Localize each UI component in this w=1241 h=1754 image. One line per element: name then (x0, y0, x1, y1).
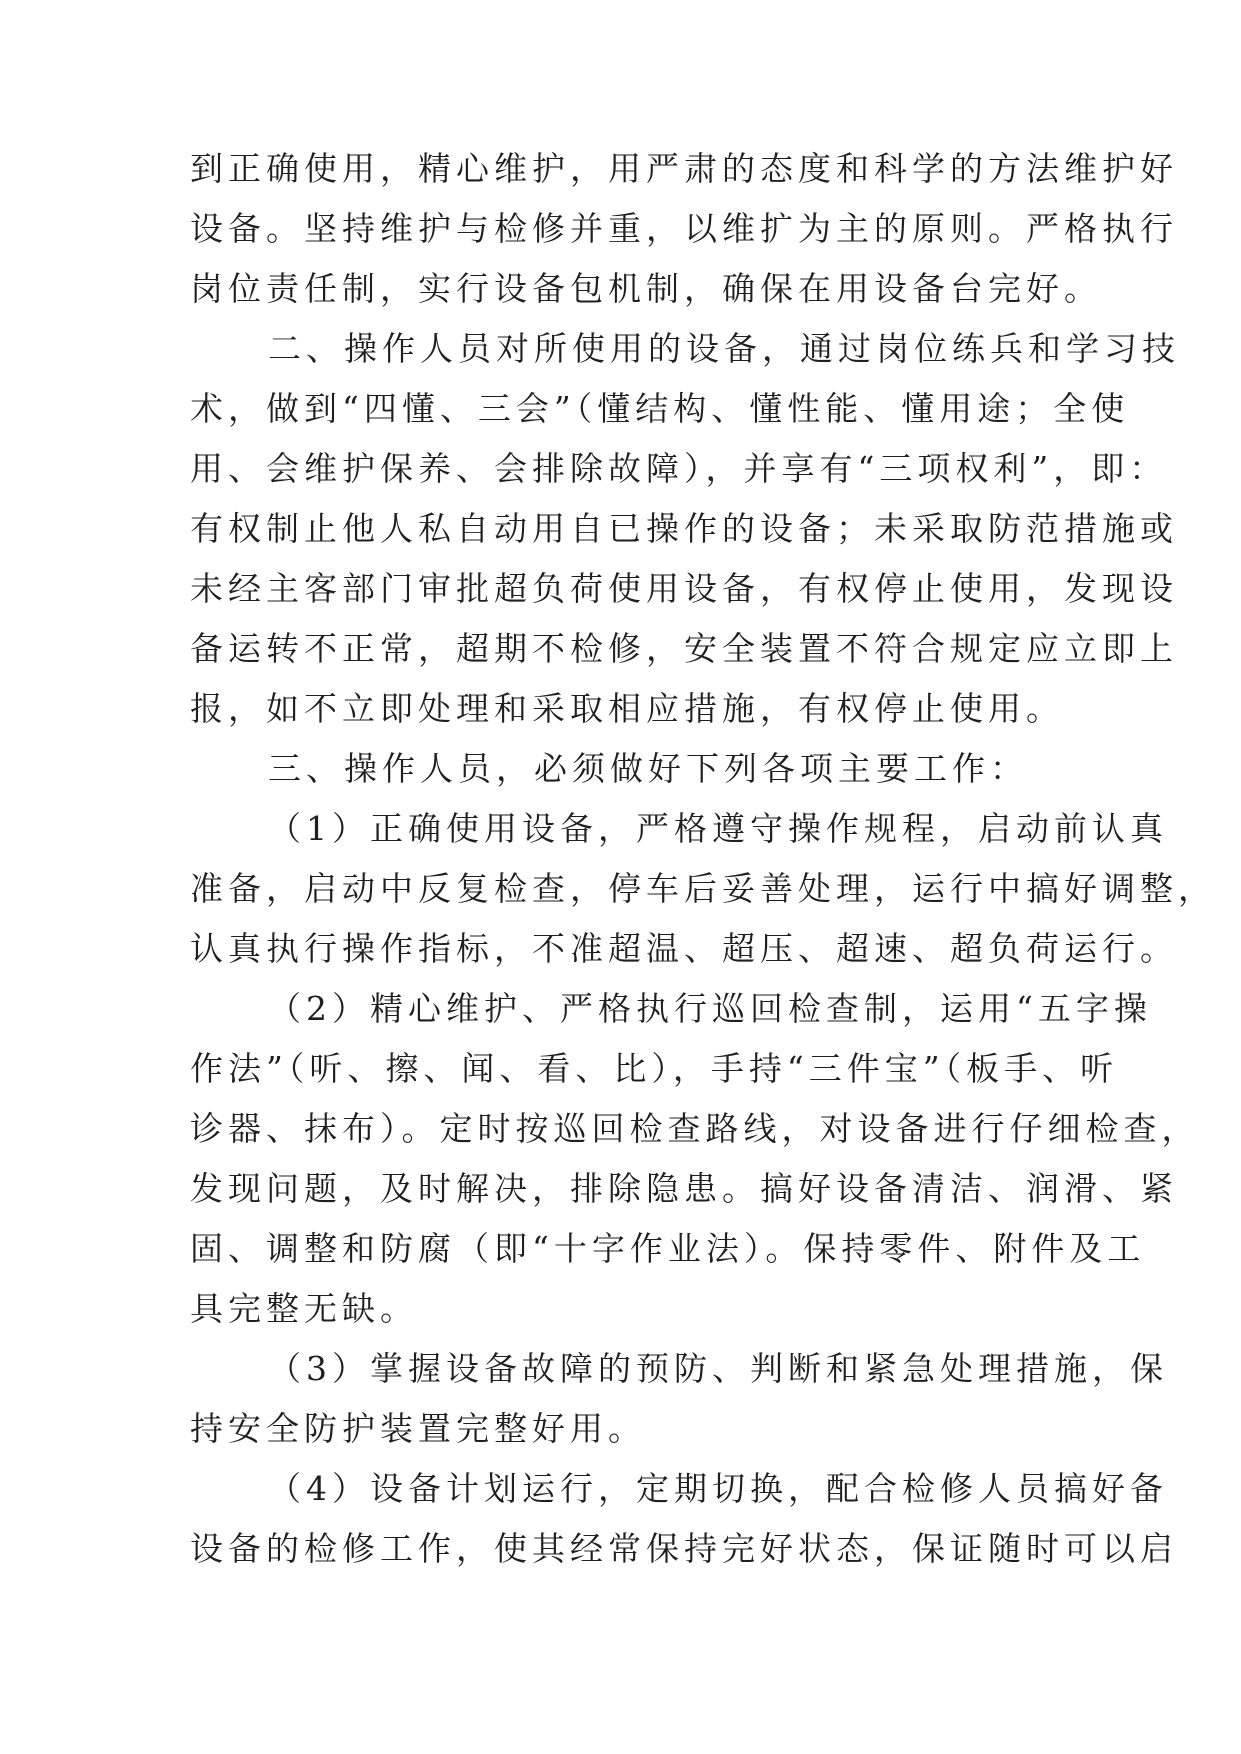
text-line-20: 具完整无缺。 (190, 1289, 418, 1328)
document-page (190, 139, 1216, 1579)
text-line-15: （2）精心维护、严格执行巡回检查制，运用“五字操 (268, 989, 1152, 1028)
text-line-11: 三、操作人员，必须做好下列各项主要工作： (268, 749, 1028, 788)
text-line-3: 岗位责任制，实行设备包机制，确保在用设备台完好。 (190, 269, 1102, 308)
text-line-10: 报，如不立即处理和采取相应措施，有权停止使用。 (190, 689, 1064, 728)
text-line-18: 发现问题，及时解决，排除隐患。搞好设备清洁、润滑、紧 (190, 1169, 1178, 1208)
text-line-4: 二、操作人员对所使用的设备，通过岗位练兵和学习技 (268, 329, 1180, 368)
text-line-5: 术，做到“四懂、三会”（懂结构、懂性能、懂用途；全使 (190, 389, 1130, 428)
text-line-7: 有权制止他人私自动用自已操作的设备；未采取防范措施或 (190, 509, 1178, 548)
text-line-6: 用、会维护保养、会排除故障），并享有“三项权利”，即： (190, 449, 1168, 488)
text-line-21: （3）掌握设备故障的预防、判断和紧急处理措施，保 (268, 1349, 1168, 1388)
text-line-14: 认真执行操作指标，不准超温、超压、超速、超负荷运行。 (190, 929, 1178, 968)
text-line-2: 设备。坚持维护与检修并重，以维扩为主的原则。严格执行 (190, 209, 1178, 248)
text-line-19: 固、调整和防腐（即“十字作业法）。保持零件、附件及工 (190, 1229, 1146, 1268)
text-line-24: 设备的检修工作，使其经常保持完好状态，保证随时可以启 (190, 1529, 1178, 1568)
text-line-9: 备运转不正常，超期不检修，安全装置不符合规定应立即上 (190, 629, 1178, 668)
text-line-22: 持安全防护装置完整好用。 (190, 1409, 646, 1448)
text-line-17: 诊器、抹布）。定时按巡回检查路线，对设备进行仔细检查， (190, 1109, 1200, 1148)
text-line-8: 未经主客部门审批超负荷使用设备，有权停止使用，发现设 (190, 569, 1178, 608)
text-line-16: 作法”（听、擦、闻、看、比），手持“三件宝”（板手、听 (190, 1049, 1119, 1088)
text-line-1: 到正确使用，精心维护，用严肃的态度和科学的方法维护好 (190, 149, 1178, 188)
text-line-13: 准备，启动中反复检查，停车后妥善处理，运行中搞好调整， (190, 869, 1216, 908)
text-line-23: （4）设备计划运行，定期切换，配合检修人员搞好备 (268, 1469, 1168, 1508)
text-line-12: （1）正确使用设备，严格遵守操作规程，启动前认真 (268, 809, 1168, 848)
